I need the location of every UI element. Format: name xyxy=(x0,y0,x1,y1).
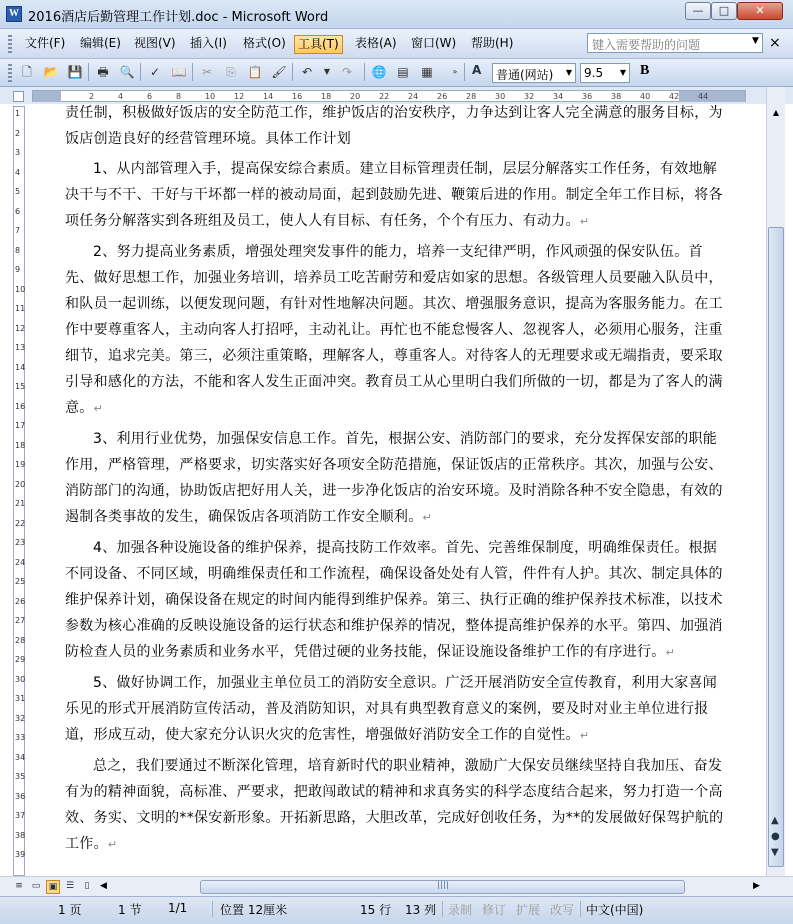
vruler-tick-label: 19 xyxy=(15,460,26,469)
font-size-select[interactable] xyxy=(580,63,630,83)
next-page-icon[interactable]: ▼ xyxy=(771,847,779,858)
toolbar-separator xyxy=(88,63,89,81)
status-trk[interactable]: 修订 xyxy=(482,903,507,917)
ruler-tick-label: 16 xyxy=(292,92,303,101)
ruler-tick-label: 26 xyxy=(437,92,448,101)
spelling-icon[interactable]: ✓ xyxy=(149,65,161,79)
paragraph-mark-icon: ↵ xyxy=(422,511,433,524)
vruler-tick-label: 24 xyxy=(15,557,26,567)
print-icon[interactable]: 🖶 xyxy=(97,65,109,79)
menu-format[interactable]: 格式(O) xyxy=(243,36,286,50)
status-separator xyxy=(442,901,443,917)
browse-object-icon[interactable]: ● xyxy=(771,831,780,842)
style-select[interactable] xyxy=(492,63,576,83)
ruler-tick-label: 18 xyxy=(321,92,332,101)
scroll-left-icon[interactable]: ◀ xyxy=(100,881,107,891)
status-section: 1 节 xyxy=(118,903,142,917)
undo-icon[interactable]: ↶ xyxy=(301,65,313,79)
toolbar-separator xyxy=(292,63,293,81)
vruler-tick-label: 6 xyxy=(15,206,21,216)
scroll-thumb[interactable] xyxy=(768,227,784,867)
cut-icon[interactable]: ✂ xyxy=(201,65,213,79)
status-bar xyxy=(0,896,793,924)
document-body[interactable] xyxy=(65,104,725,862)
vruler-tick-label: 22 xyxy=(15,518,26,528)
vruler-tick-label: 23 xyxy=(15,538,26,547)
toolbar-separator xyxy=(364,63,365,81)
status-separator xyxy=(212,901,213,917)
toolbar xyxy=(0,59,793,87)
format-painter-icon[interactable]: 🖌 xyxy=(271,65,287,79)
print-layout-view-icon[interactable]: ▣ xyxy=(46,880,60,894)
status-rec[interactable]: 录制 xyxy=(448,903,473,917)
window-title: 2016酒店后勤管理工作计划.doc - Microsoft Word xyxy=(28,10,329,25)
menu-window[interactable]: 窗口(W) xyxy=(411,36,457,50)
vruler-tick-label: 26 xyxy=(15,596,26,606)
paragraph-mark-icon: ↵ xyxy=(665,646,676,659)
vruler-tick-label: 36 xyxy=(15,791,26,801)
maximize-button[interactable]: □ xyxy=(711,2,737,20)
paragraph-text: 4、加强各种设施设备的维护保养，提高技防工作效率。首先、完善维保制度，明确维保责任。根据不同设备、不同区域，明确维保责任和工作流程，确保设备处处有人管，件件有人护。其次、制定具体的维护保养计划，确保设备在规定的时间内能得到维护保养。第三、执行正确的维护保养技术标准，以技术参数为核心准确的反映设施设备的运行状态和维护保养的情况，整体提高维护保养的水平。第四、加强消防检查人员的业务素质和业务水平，凭借过硬的业务技能，保证设施设备维护工作的有序进行。 xyxy=(65,540,723,660)
vruler-tick-label: 14 xyxy=(15,362,26,372)
document-paragraph[interactable] xyxy=(65,239,725,422)
vruler-tick-label: 39 xyxy=(15,850,26,859)
status-separator xyxy=(580,901,581,917)
menu-tools[interactable]: 工具(T) xyxy=(294,35,343,54)
vruler-tick-label: 35 xyxy=(15,772,26,781)
ruler-left-margin xyxy=(33,91,61,102)
research-icon[interactable]: 📖 xyxy=(171,65,187,79)
chevron-down-icon: ▼ xyxy=(565,68,572,77)
new-document-icon[interactable]: 🗋 xyxy=(22,65,32,79)
vruler-tick-label: 18 xyxy=(15,440,26,450)
paste-icon[interactable]: 📋 xyxy=(247,65,263,79)
ruler-tick-label: 44 xyxy=(698,92,709,101)
print-preview-icon[interactable]: 🔍 xyxy=(119,65,135,79)
paragraph-text: 5、做好协调工作，加强业主单位员工的消防安全意识。广泛开展消防安全宣传教育，利用大家喜闻乐见的形式开展消防宣传活动，普及消防知识，对具有典型教育意义的案例，要及时对业主单位进行报道，形成互动，使大家充分认识火灾的危害性，增强做好消防安全工作的自觉性。 xyxy=(65,675,718,743)
undo-dropdown-icon[interactable]: ▼ xyxy=(323,67,331,76)
vruler-tick-label: 38 xyxy=(15,830,26,840)
ruler-tick-label: 28 xyxy=(466,92,477,101)
vruler-tick-label: 30 xyxy=(15,674,26,684)
vruler-tick-label: 4 xyxy=(15,167,21,177)
style-select-value: 普通(网站) xyxy=(496,68,554,82)
status-page: 1 页 xyxy=(58,903,82,917)
bold-button[interactable]: B xyxy=(640,63,650,78)
vruler-tick-label: 1 xyxy=(15,109,21,118)
document-paragraph[interactable] xyxy=(65,753,725,858)
paragraph-mark-icon: ↵ xyxy=(93,402,104,415)
menu-file[interactable]: 文件(F) xyxy=(25,36,66,50)
ruler-tick-label: 2 xyxy=(89,92,95,101)
document-paragraph[interactable] xyxy=(65,426,725,531)
vruler-tick-label: 21 xyxy=(15,499,26,508)
vruler-tick-label: 29 xyxy=(15,655,26,664)
paragraph-mark-icon: ↵ xyxy=(107,838,118,851)
chevron-down-icon: ▼ xyxy=(619,68,626,77)
status-position: 位置 12厘米 xyxy=(220,903,288,917)
vruler-tick-label: 11 xyxy=(15,304,26,313)
ruler-tick-label: 32 xyxy=(524,92,535,101)
ruler-right-margin xyxy=(679,91,745,102)
vruler-tick-label: 13 xyxy=(15,343,26,352)
ruler-tick-label: 6 xyxy=(147,92,153,101)
status-line: 15 行 xyxy=(360,903,392,917)
previous-page-icon[interactable]: ▲ xyxy=(771,815,779,826)
ruler-tick-label: 4 xyxy=(118,92,124,101)
scroll-grip-icon xyxy=(438,881,448,889)
ruler-tick-label: 24 xyxy=(408,92,419,101)
styles-formatting-icon[interactable]: A xyxy=(472,63,482,77)
vruler-tick-label: 20 xyxy=(15,479,26,489)
save-icon[interactable]: 💾 xyxy=(67,65,83,79)
normal-view-icon[interactable]: ≡ xyxy=(15,881,23,891)
paragraph-text: 2、努力提高业务素质，增强处理突发事件的能力，培养一支纪律严明，作风顽强的保安队伍。首先、做好思想工作，加强业务培训，培养员工吃苦耐劳和爱店如家的思想。各级管理人员要融入队员中，和队员一起训练，以便发现问题，有针对性地解决问题。其次、增强服务意识，提高为客服务能力。在工作中要尊重客人，主动向客人打招呼，主动礼让。再忙也不能怠慢客人、忽视客人，必须用心服务，注重细节，追求完美。第三，必须注重策略，理解客人，尊重客人。对待客人的无理要求或无端指责，要采取引导和感化的方法，不能和客人发生正面冲突。教育员工从心里明白我们所做的一切，都是为了客人的满意。 xyxy=(65,244,723,416)
paragraph-mark-icon: ↵ xyxy=(579,215,590,228)
ruler-tick-label: 34 xyxy=(553,92,564,101)
tab-selector[interactable] xyxy=(13,91,24,102)
document-page[interactable] xyxy=(28,104,766,876)
vruler-tick-label: 32 xyxy=(15,713,26,723)
vruler-tick-label: 12 xyxy=(15,323,26,333)
paragraph-text: 责任制，积极做好饭店的安全防范工作，维护饭店的治安秩序，力争达到让客人完全满意的服务目标，为饭店创造良好的经营管理环境。具体工作计划 xyxy=(65,105,723,147)
status-language: 中文(中国) xyxy=(586,903,644,917)
scroll-up-icon[interactable]: ▲ xyxy=(772,108,780,117)
paragraph-text: 3、利用行业优势，加强保安信息工作。首先，根据公安、消防部门的要求，充分发挥保安部的职能作用，严格管理，严格要求，切实落实好各项安全防范措施，保证饭店的正常秩序。其次，加强与公安、消防部门的沟通，协助饭店把好用人关，进一步净化饭店的治安环境。及时消除各种不安全隐患，有效的遏制各类事故的发生，确保饭店各项消防工作安全顺利。 xyxy=(65,431,723,525)
insert-table-icon[interactable]: ▦ xyxy=(421,65,433,79)
toolbar-grip-icon[interactable] xyxy=(8,64,12,82)
paragraph-text: 总之，我们要通过不断深化管理，培育新时代的职业精神，激励广大保安员继续坚持自我加压、奋发有为的精神面貌，高标准、严要求，把敢闯敢试的精神和求真务实的科学态度结合起来，努力打造一个高效、务实、文明的**保安新形象。开拓新思路，大胆改革，完成好创收任务，为**的发展做好保驾护航的工作。 xyxy=(65,758,724,852)
reading-view-icon[interactable]: ▯ xyxy=(84,881,90,891)
ruler-tick-label: 22 xyxy=(379,92,390,101)
ruler-tick-label: 40 xyxy=(640,92,651,101)
toolbar-options-icon[interactable]: » xyxy=(452,67,458,76)
status-ext[interactable]: 扩展 xyxy=(516,903,541,917)
document-paragraph[interactable] xyxy=(65,670,725,749)
ruler-tick-label: 36 xyxy=(582,92,593,101)
vruler-tick-label: 31 xyxy=(15,694,26,703)
close-window-button[interactable]: ✕ xyxy=(737,2,783,20)
menu-table[interactable]: 表格(A) xyxy=(355,36,397,50)
open-folder-icon[interactable]: 📂 xyxy=(43,65,59,79)
redo-icon[interactable]: ↷ xyxy=(341,65,353,79)
tables-borders-icon[interactable]: ▤ xyxy=(397,65,409,79)
vruler-tick-label: 5 xyxy=(15,187,21,196)
ruler-tick-label: 14 xyxy=(263,92,274,101)
document-paragraph[interactable] xyxy=(65,535,725,666)
vruler-tick-label: 34 xyxy=(15,752,26,762)
vruler-tick-label: 37 xyxy=(15,811,26,820)
ruler-tick-label: 42 xyxy=(669,92,680,101)
document-paragraph[interactable] xyxy=(65,156,725,235)
vruler-tick-label: 10 xyxy=(15,284,26,294)
menu-view[interactable]: 视图(V) xyxy=(134,36,176,50)
menu-grip-icon[interactable] xyxy=(8,35,12,53)
help-dropdown-icon[interactable]: ▼ xyxy=(752,36,759,46)
paragraph-mark-icon: ↵ xyxy=(579,729,590,742)
close-document-button[interactable]: × xyxy=(769,35,781,51)
ruler-tick-label: 20 xyxy=(350,92,361,101)
web-view-icon[interactable]: ▭ xyxy=(31,881,41,891)
vruler-tick-label: 25 xyxy=(15,577,26,586)
vruler-tick-label: 3 xyxy=(15,148,21,157)
status-ovr[interactable]: 改写 xyxy=(550,903,575,917)
hyperlink-icon[interactable]: 🌐 xyxy=(371,65,387,79)
menu-edit[interactable]: 编辑(E) xyxy=(80,36,121,50)
toolbar-separator xyxy=(192,63,193,81)
ruler-tick-label: 30 xyxy=(495,92,506,101)
vruler-tick-label: 8 xyxy=(15,245,21,255)
status-column: 13 列 xyxy=(405,903,437,917)
vruler-tick-label: 9 xyxy=(15,265,21,274)
status-page-of: 1/1 xyxy=(168,901,188,915)
font-size-value: 9.5 xyxy=(584,66,604,80)
copy-icon[interactable]: ⎘ xyxy=(226,65,236,79)
vruler-tick-label: 27 xyxy=(15,616,26,625)
ruler-tick-label: 12 xyxy=(234,92,245,101)
vruler-tick-label: 2 xyxy=(15,128,21,138)
vruler-tick-label: 28 xyxy=(15,635,26,645)
paragraph-text: 1、从内部管理入手，提高保安综合素质。建立目标管理责任制，层层分解落实工作任务，有效地解决干与不干、干好与干坏都一样的被动局面，起到鼓励先进、鞭策后进的作用。制定全年工作目标，将各项任务分解落实到各班组及员工，使人人有目标、有任务，个个有压力、有动力。 xyxy=(65,161,723,229)
word-document-icon: W xyxy=(6,6,22,22)
ruler-tick-label: 10 xyxy=(205,92,216,101)
minimize-button[interactable]: — xyxy=(685,2,711,20)
vertical-scrollbar[interactable] xyxy=(766,87,785,876)
horizontal-ruler[interactable] xyxy=(32,90,746,102)
document-paragraph[interactable] xyxy=(65,104,725,152)
vruler-tick-label: 17 xyxy=(15,421,26,430)
vertical-ruler[interactable] xyxy=(13,106,25,876)
outline-view-icon[interactable]: ☰ xyxy=(65,881,75,891)
horizontal-scrollbar[interactable] xyxy=(0,876,793,896)
scroll-right-icon[interactable]: ▶ xyxy=(753,881,760,891)
vruler-tick-label: 16 xyxy=(15,401,26,411)
toolbar-separator xyxy=(140,63,141,81)
vruler-tick-label: 7 xyxy=(15,226,21,235)
ruler-tick-label: 38 xyxy=(611,92,622,101)
title-bar xyxy=(0,0,793,29)
ruler-tick-label: 8 xyxy=(176,92,182,101)
toolbar-separator xyxy=(464,63,465,81)
menu-help[interactable]: 帮助(H) xyxy=(471,36,514,50)
help-question-input[interactable]: 键入需要帮助的问题 xyxy=(587,33,763,53)
vruler-tick-label: 33 xyxy=(15,733,26,742)
vruler-tick-label: 15 xyxy=(15,382,26,391)
menu-insert[interactable]: 插入(I) xyxy=(190,36,227,50)
